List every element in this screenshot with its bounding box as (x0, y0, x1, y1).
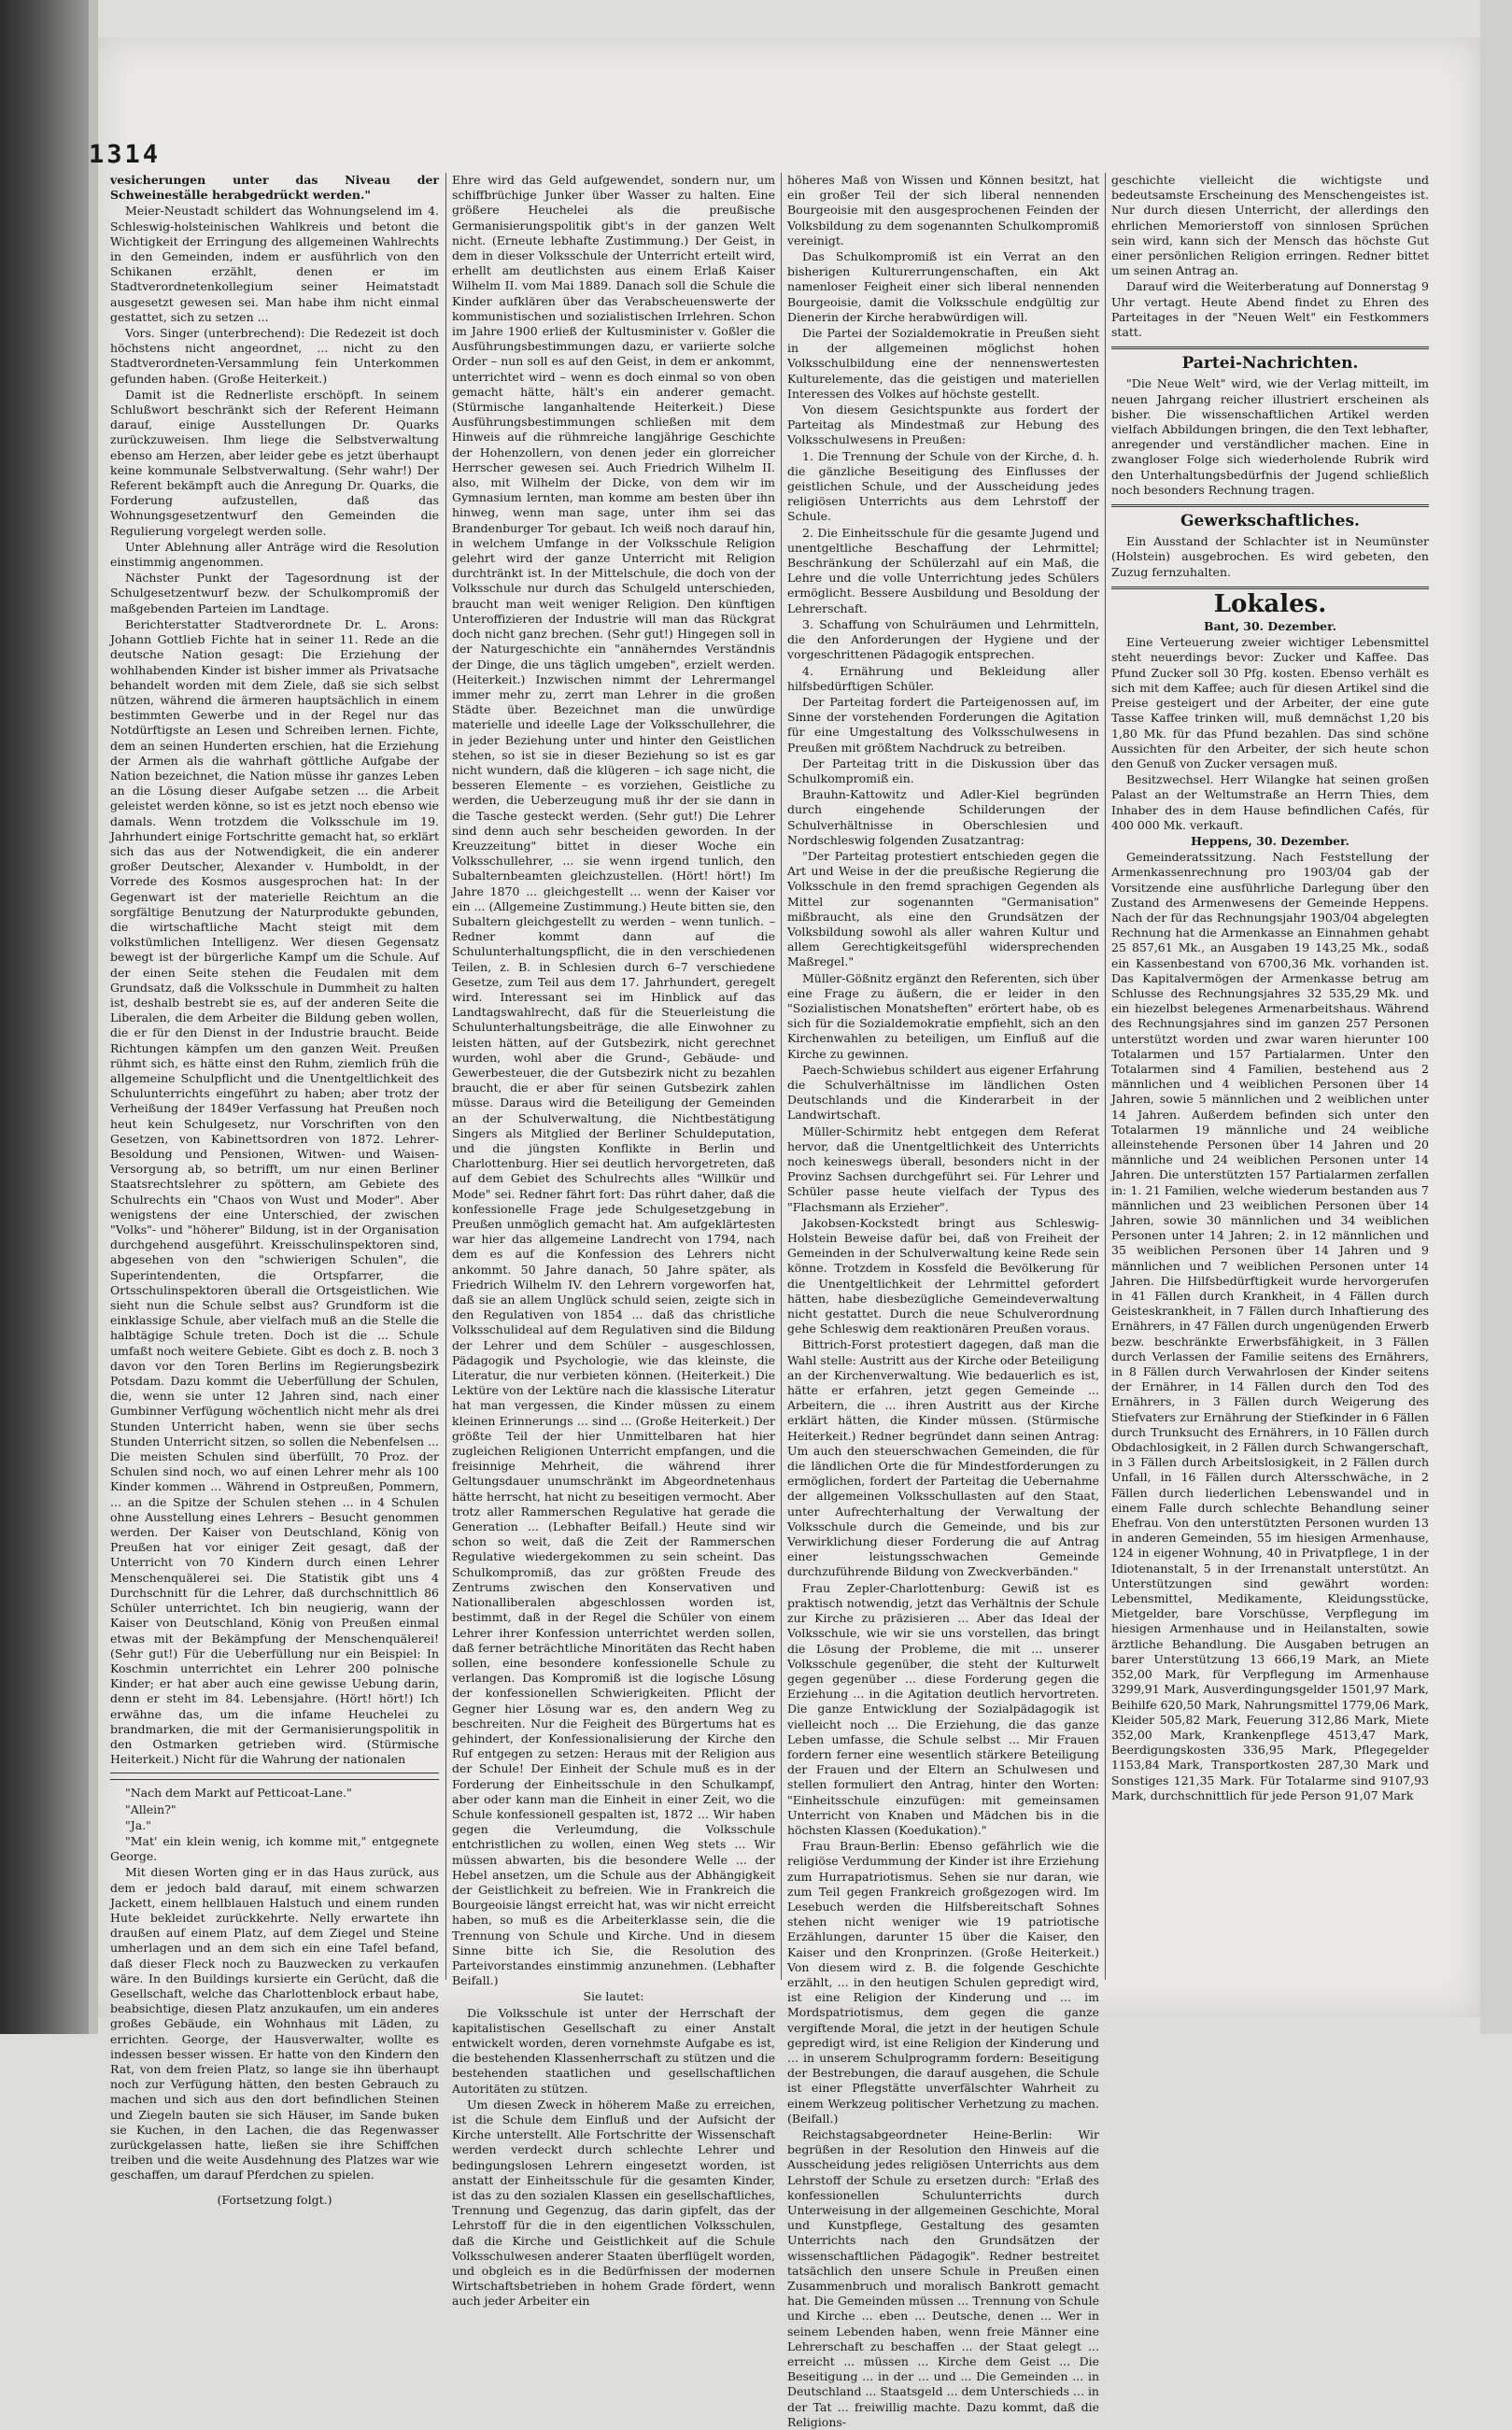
paragraph: 2. Die Einheitsschule für die gesamte Jugend und unentgeltliche Beschaffung der Lehrmittel; Beschränkung der Schülerzahl auf ein Maß, die Lehre und die volle Unterrichtung jedes Schülers ermöglicht. Bessere Ausbildung und Besoldung der Lehrerschaft. (787, 525, 1099, 615)
paragraph: "Der Parteitag protestiert entschieden gegen die Art und Weise in der die preußische Regierung die Volksschule in den fremd sprachigen Gegenden als Mittel zur sogenannten "Germanisation" mißbraucht, als eine den Grundsätzen der Volksbildung sowohl als aller wahren Kultur und allem Gerechtigkeitsgefühl widersprechenden Maßregel." (787, 848, 1099, 969)
section-heading-union-news: Gewerkschaftliches. (1180, 512, 1360, 531)
paragraph: Bittrich-Forst protestiert dagegen, daß man die Wahl stelle: Austritt aus der Kirche oder Beteiligung an der Kirchenverwaltung. Wie bedauerlich es ist, hätte er erfahren, jetzt gegen Gemeinde ... Arbeitern, die ... ihren Austritt aus der Kirche erklärt hätten, die Kinder müssen. (Stürmische Heiterkeit.) Redner begründet dann seinen Antrag: Um auch den steuerschwachen Gemeinden, die für die ländlichen Orte die für Mindestforderungen zu ermöglichen, fordert der Parteitag die Uebernahme der allgemeinen Volksschullasten auf den Staat, unter Aufrechterhaltung der Verwaltung der Volksschule durch die Gemeinde, und bis zur Verwirklichung dieser Forderung die auf Antrag einer leistungsschwachen Gemeinde durchzuführende Bildung von Zweckverbänden." (787, 1337, 1099, 1579)
paragraph: Von diesem Gesichtspunkte aus fordert der Parteitag als Mindestmaß zur Hebung des Volksschulwesens in Preußen: (787, 403, 1099, 447)
paragraph: Jakobsen-Kockstedt bringt aus Schleswig-Holstein Beweise dafür bei, daß von Freiheit der Gemeinden in der Schulverwaltung keine Rede sein könne. Trotzdem in Kossfeld die Bevölkerung für die Unentgeltlichkeit der Lehrmittel gefordert hätten, habe diesbezügliche Gemeindeverwaltung nicht gestattet. Durch die neue Schulverordnung gehe Schleswig dem reaktionären Preußen voraus. (787, 1215, 1099, 1336)
column-rule (1105, 173, 1106, 1980)
paragraph: Gemeinderatssitzung. Nach Feststellung der Armenkassenrechnung pro 1903/04 gab der Vorsitzende eine ausführliche Darlegung über den Zustand des Armenwesens der Gemeinde Heppens. Nach der für das Rechnungsjahr 1903/04 abgelegten Rechnung hat die Armenkasse an Einnahmen gehabt 25 857,61 Mk., an Ausgaben 19 143,25 Mk., sodaß ein Kassenbestand von 6700,36 Mk. vorhanden ist. Das Kapitalvermögen der Armenkasse betrug am Schlusse des Rechnungsjahres 32 535,29 Mk. und ein hiezelbst belegenes Armenarbeitshaus. Während des Rechnungsjahres sind im ganzen 257 Personen unterstützt worden und zwar waren hierunter 100 Totalarmen und 157 Partialarmen. Unter den Totalarmen sind 4 Familien, bestehend aus 2 männlichen und 4 weiblichen Personen über 14 Jahren, sowie 5 männlichen und 2 weiblichen unter 14 Jahren. Außerdem befinden sich unter den Totalarmen 19 männliche und 24 weibliche alleinstehende Personen über 14 Jahren und 20 männliche und 24 weiblichen Personen unter 14 Jahren. Die unterstützten 157 Partialarmen zerfallen in: 1. 21 Familien, welche wiederum bestanden aus 7 männlichen und 23 weiblichen Personen über 14 Jahren, sowie 30 männlichen und 34 weiblichen Personen unter 14 Jahren; 2. in 12 männlichen und 35 weiblichen Personen über 14 Jahren und 9 männlichen und 7 weiblichen Personen unter 14 Jahren. Die Hilfsbedürftigkeit wurde hervorgerufen in 41 Fällen durch Krankheit, in 4 Fällen durch Geisteskrankheit, in 7 Fällen durch Inhaftierung des Ernährers, in 47 Fällen durch ungenügenden Erwerb bezw. beschränkte Erwerbsfähigkeit, in 3 Fällen durch Verlassen der Familie seitens des Ernährers, in 8 Fällen durch Verwahrlosen der Kinder seitens der Ernährer, in 14 Fällen durch den Tod des Ernährers, in 3 Fällen durch Weigerung des Stiefvaters zur Ernährung der Stiefkinder in 6 Fällen durch Trunksucht des Ernährers, in 10 Fällen durch Obdachlosigkeit, in 2 Fällen durch Schwangerschaft, in 3 Fällen durch Arbeitslosigkeit, in 2 Fällen durch Unfall, in 16 Fällen durch Altersschwäche, in 2 Fällen durch liederlichen Lebenswandel und in einem Falle durch schlechte Behandlung seiner Ehefrau. Von den unterstützten Personen wurden 13 in anderen Gemeinden, 55 im hiesigen Armenhause, 124 in eigener Wohnung, 40 in Privatpflege, 1 in der Idiotenanstalt, 5 in der Irrenanstalt unterstützt. An Unterstützungen sind gewährt worden: Lebensmittel, Medikamente, Kleidungsstücke, Mietgelder, bare Vorschüsse, Verpflegung im hiesigen Armenhause und in Heilanstalten, sowie ärztliche Behandlung. Die Ausgaben betrugen an barer Unterstützung 13 666,19 Mark, an Miete 352,00 Mark, für Verpflegung im Armenhause 3299,91 Mark, Ausverdingungsgelder 1501,97 Mark, Beihilfe 620,50 Mark, Nahrungsmittel 1779,06 Mark, Kleider 505,82 Mark, Feuerung 312,86 Mark, Miete 352,00 Mark, Krankenpflege 4513,47 Mark, Beerdigungskosten 336,95 Mark, Pflegegelder 1153,84 Mark, Transportkosten 287,30 Mark und Sonstiges 121,35 Mark. Für Totalarme sind 9107,93 Mark, durchschnittlich für jede Person 91,07 Mark (1111, 850, 1429, 1802)
column-1 (110, 173, 439, 2207)
paragraph: Besitzwechsel. Herr Wilangke hat seinen großen Palast an der Weltumstraße an Herrn Thies, dem Inhaber des in dem Hause befindlichen Cafés, für 400 000 Mk. verkauft. (1111, 772, 1429, 832)
column-2 (452, 173, 775, 2309)
paragraph: Eine Verteuerung zweier wichtiger Lebensmittel steht neuerdings bevor: Zucker und Kaffee. Das Pfund Zucker soll 30 Pfg. kosten. Ebenso verhält es sich mit dem Kaffee; auch für diesen Artikel sind die Preise gesteigert und der Arbeiter, der eine gute Tasse Kaffee trinken will, muß demnächst 1,20 bis 1,80 Mk. für das Pfund bezahlen. Das sind schöne Aussichten für den Arbeiter, der sich heute schon den Genuß von Zucker versagen muß. (1111, 635, 1429, 770)
paragraph: Meier-Neustadt schildert das Wohnungselend im 4. Schleswig-holsteinischen Wahlkreis und betont die Wichtigkeit der Erringung des allgemeinen Wahlrechts in den Gemeinden, indem er ausführlich von den Schikanen erzählt, denen er im Stadtverordnetenkollegium seiner Heimatstadt ausgesetzt gewesen sei. Man habe ihm nicht einmal gestattet, sich zu setzen ... (110, 204, 439, 324)
divider (1111, 346, 1429, 349)
paragraph: "Die Neue Welt" wird, wie der Verlag mitteilt, im neuen Jahrgang reicher illustriert erscheinen als bisher. Die wissenschaftlichen Artikel werden vielfach Abbildungen bringen, die den Text lebhafter, anregender und verständlicher machen. Eine in zwangloser Folge sich wiederholende Rubrik wird den Unterhaltungsbedürfnis der Jugend schließlich noch besonders Rechnung tragen. (1111, 376, 1429, 497)
paragraph: geschichte vielleicht die wichtigste und bedeutsamste Erscheinung des Menschengeistes ist. Nur durch diesen Unterricht, der allerdings den ehrlichen Memorierstoff von sinnlosen Sprüchen sein wird, kann sich der Mensch das höchste Gut einer persönlichen Religion erringen. Redner bittet um seinen Antrag an. (1111, 173, 1429, 278)
paragraph: Ehre wird das Geld aufgewendet, sondern nur, um schiffbrüchige Junker über Wasser zu halten. Eine größere Heuchelei als die preußische Germanisierungspolitik gibt's in der ganzen Welt nicht. (Erneute lebhafte Zustimmung.) Der Geist, in dem in dieser Volksschule der Unterricht erteilt wird, erhellt am deutlichsten aus einem Erlaß Kaiser Wilhelm II. vom Mai 1889. Danach soll die Schule die Kinder aufklären über das Verabscheuenswerte der kommunistischen und sozialistischen Irrlehren. Schon im Jahre 1900 erließ der Kultusminister v. Goßler die Ausführungsbestimmungen dazu, er variierte solche Order – nun soll es auf den Geist, in dem er ankommt, unterrichtet wird – wenn es doch einmal so von oben gemacht hätte, hält's ein anderer gemacht. (Stürmische langanhaltende Heiterkeit.) Diese Ausführungsbestimmungen schließen mit dem Hinweis auf die rühmreiche langjährige Geschichte der Hohenzollern, von denen jeder ein glorreicher Herrscher gewesen sei. Auch Friedrich Wilhelm II. also, mit Wilhelm der Dicke, von dem wir im Gymnasium lernten, man komme am besten über ihn hinweg, wenn man sage, unter ihm sei das Brandenburger Tor gebaut. Ich weiß noch darauf hin, in welchem Umfange in der Volksschule Religion gelehrt wird der ganze Unterricht mit Religion durchtränkt ist. In der Mittelschule, die doch von der Volksschule nur durch das Schulgeld unterschieden, braucht man weit weniger Religion. Den künftigen Unteroffizieren der Industrie will man das Rückgrat doch nicht ganz brechen. (Sehr gut!) Hingegen soll in der Naturgeschichte ein "annäherndes Verständnis der Dinge, die uns täglich umgeben", erzielt werden. (Heiterkeit.) Inzwischen nimmt der Lehrermangel immer mehr zu, zerrt man Lehrer in die großen Städte über. Bezeichnet man die unwürdige materielle und ideelle Lage der Volksschullehrer, die in jeder Beziehung unter und hinter den Geistlichen stehen, so ist sie in dieser Beziehung so ist es gar nicht wundern, daß die klügeren – ich sage nicht, die besseren Elemente – es vorziehen, Geistliche zu werden, die Ueberzeugung muß ihr der sie dann in die Tasche gesteckt werden. (Sehr gut!) Die Lehrer sind denn auch sehr bescheiden geworden. In der Kreuzzeitung" bittet in dieser Woche ein Volksschullehrer, ... sie wenn irgend tunlich, den Subalternbeamten gleichzustellen. (Hört! hört!) Im Jahre 1870 ... gleichgestellt ... wenn der Kaiser vor ein ... (Allgemeine Zustimmung.) Heute bitten sie, den Subaltern gleichgestellt zu werden – wenn tunlich. – Redner kommt dann auf die Schulunterhaltungspflicht, die in den verschiedenen Teilen, z. B. in Schlesien durch 6–7 verschiedene Gesetze, zum Teil aus dem 17. Jahrhundert, geregelt wird. Interessant sei im Hinblick auf das Landtagswahlrecht, daß für die Steuerleistung die Schulunterhaltungsbeiträge, die alle Einwohner zu leisten hätten, auf der Gutsbezirk, nicht gerechnet wurden, wohl aber die Grund-, Gebäude- und Gewerbesteuer, die der Gutsbezirk nicht zu bezahlen braucht, die er aber für seinen Gutsbezirk zahlen müsse. Daraus wird die Beteiligung der Gemeinden an der Schulverwaltung, die Nichtbestätigung Singers als Mitglied der Berliner Schuldeputation, und die jüngsten Konflikte in Berlin und Charlottenburg. Hier sei deutlich hervorgetreten, daß auf dem Gebiet des Schulrechts alles "Willkür und Mode" sei. Redner fährt fort: Das rührt daher, daß die konfessionelle Frage jede Schulgesetzgebung in Preußen unmöglich gemacht hat. Am aufgeklärtesten war hier das allgemeine Landrecht von 1794, nach dem es auf die Konfession des Lehrers nicht ankommt. 50 Jahre danach, 50 Jahre später, als Friedrich Wilhelm IV. den Lehrern vorgeworfen hat, daß sie an allem Unglück schuld seien, zeigte sich in den Regulativen von 1854 ... daß das christliche Volksschulideal auf dem Regulativen sind die Bildung der Lehrer und dem Schüler – ausgeschlossen, Pädagogik und Psychologie, wie das kleinste, die Literatur, die nur verbieten können. (Heiterkeit.) Die Lektüre von der Lektüre nach die klassische Literatur hat man vergessen, die Kinder müssen zu einem kleinen Erinnerungs ... sind ... (Große Heiterkeit.) Der größte Teil der hier Unmittelbaren hat hier zugleichen Religionen Unterricht empfangen, und die freisinnige Mehrheit, die während ihrer Geltungsdauer unumschränkt im Abgeordnetenhaus hätte herrscht, hat nicht zu beseitigen vermocht. Aber trotz aller Rammerschen Regulative hat gerade die Generation ... (Lebhafter Beifall.) Heute sind wir schon so weit, daß die Zeit der Rammerschen Regulative wiedergekommen zu sein scheint. Das Schulkompromiß, das zur größten Freude des Zentrums zwischen den Konservativen und Nationalliberalen abgeschlossen worden ist, bestimmt, daß in der Regel die Schüler von einem Lehrer ihrer Konfession unterrichtet werden sollen, daß ferner beträchtliche Minoritäten das Recht haben sollen, eine besondere konfessionelle Schule zu verlangen. Das Kompromiß ist die logische Lösung der konfessionellen Schwierigkeiten. Pflicht der Gegner hier Lösung war es, den andern Weg zu beschreiten. Nur die Feigheit des Bürgertums hat es gehindert, der Konfessionalisierung der Kirche den Ruf entgegen zu setzen: Heraus mit der Religion aus der Schule! Der Einheit der Schule muß es in der Forderung der Einheitsschule in den Schulkampf, aber oder kann man die Einheit in einer Zeit, wo die Schule konfessionell gespalten ist, 1872 ... Wir haben gegen die Verleumdung, die Volksschule entchristlichen zu wollen, einen Weg stets ... Wir müssen abwarten, bis die besondere Welle ... der Hebel ansetzen, um die Schule aus der Abhängigkeit der Geistlichkeit zu befreien. Wie in Frankreich die Bourgeoisie längst erreicht hat, was wir nicht erreicht haben, so muß es die Arbeiterklasse sein, die die Trennung von Schule und Kirche. Und in diesem Sinne bitte ich Sie, die Resolution des Parteivorstandes einstimmig anzunehmen. (Lebhafter Beifall.) (452, 173, 775, 1988)
story-line: "Allein?" (125, 1801, 177, 1816)
divider (110, 1779, 439, 1780)
paragraph: Die Partei der Sozialdemokratie in Preußen sieht in der allgemeinen möglichst hohen Volksschulbildung eine der nennenswertesten Kulturelemente, das die geistigen und materiellen Interessen des Volkes auf höchste gestellt. (787, 326, 1099, 401)
story-line: Mit diesen Worten ging er in das Haus zurück, aus dem er jedoch bald darauf, mit einem schwarzen Jackett, einem hellblauen Halstuch und einem runden Hute bekleidet zurückkehrte. Nelly erwartete ihn draußen auf einem Platz, auf dem Ziegel und Steine umherlagen und an dem sich ein eine Tafel befand, daß dieser Fleck noch zu Bauzwecken zu verkaufen wäre. In den Buildings kursierte ein Gerücht, daß die Gesellschaft, welche das Charlottenblock erbaut habe, beabsichtige, diesen Platz anzukaufen, um ein anderes großes Gebäude, ein Wohnhaus mit Läden, zu errichten. George, der Hausverwalter, wollte es indessen besser wissen. Er hatte von den Kindern den Rat, von dem freien Platz, so lange sie ihn überhaupt noch zur Verfügung hätten, den besten Gebrauch zu machen und sich aus den dort befindlichen Steinen und Ziegeln bauten sie sich Häuser, im Sande buken sie Kuchen, in den Lachen, die das Regenwasser zurückgelassen hatte, ließen sie ihre Schiffchen treiben und die weite Ausdehnung des Platzes war wie geschaffen, um darauf Pferdchen zu spielen. (110, 1865, 439, 2183)
dateline: Heppens, 30. Dezember. (1191, 833, 1349, 848)
book-binding (0, 0, 89, 2034)
section-heading-party-news: Partei-Nachrichten. (1181, 354, 1359, 374)
paragraph: Der Parteitag tritt in die Diskussion über das Schulkompromiß ein. (787, 756, 1099, 785)
column-4 (1111, 173, 1429, 1980)
dateline: Bant, 30. Dezember. (1204, 619, 1336, 634)
resolution-text: Um diesen Zweck in höherem Maße zu erreichen, ist die Schule dem Einfluß und der Aufsicht der Kirche unterstellt. Alle Fortschritte der Wissenschaft werden verdeckt durch schlechte Lehrer und bedingungslosen Lehrern eingesetzt worden, ist anstatt der Einheitsschule für die gesamten Kinder, ist das zu den sozialen Klassen ein gesellschaftliches, Trennung und Gegenzug, das darin gipfelt, das der Lehrstoff für die in den eigentlichen Volksschulen, daß die Kirche und Geistlichkeit auf die Schule Volksschulwesen anderer Staaten überflügelt worden, und obgleich es in die Bedürfnissen der modernen Wirtschaftsbetrieben in hohem Grade fördert, wenn auch jeder Arbeiter ein (452, 2097, 775, 2309)
page-margin (1480, 0, 1512, 2034)
story-line: "Ja." (125, 1817, 151, 1832)
continued-note: (Fortsetzung folgt.) (217, 2192, 332, 2207)
paragraph: Nächster Punkt der Tagesordnung ist der Schulgesetzentwurf bezw. der Schulkompromiß der maßgebenden Parteien im Landtage. (110, 571, 439, 615)
column-3 (787, 173, 1099, 2429)
paragraph: Ein Ausstand der Schlachter ist in Neumünster (Holstein) ausgebrochen. Es wird gebeten, den Zuzug fernzuhalten. (1111, 534, 1429, 579)
divider (1111, 504, 1429, 507)
paragraph: Brauhn-Kattowitz und Adler-Kiel begründen durch eingehende Schilderungen der Schulverhältnisse in Oberschlesien und Nordschleswig folgenden Zusatzantrag: (787, 787, 1099, 847)
column-rule (445, 173, 446, 1980)
paragraph: 4. Ernährung und Bekleidung aller hilfsbedürftigen Schüler. (787, 663, 1099, 693)
paragraph: Frau Zepler-Charlottenburg: Gewiß ist es praktisch notwendig, jetzt das Verhältnis der Schule zur Kirche zu präzisieren ... Aber das Ideal der Volksschule, wie wir sie uns vorstellen, das bringt die Lösung der Probleme, die mit ... unserer Volksschule gegenüber, die steht der Kulturwelt gegen gegenüber ... diese Forderung gegen die Erziehung ... in die Agitation deutlich hervortreten. Die ganze Entwicklung der Sozialpädagogik ist vielleicht noch ... Die Erziehung, die das ganze Leben umfasse, die Schule selbst ... Mir Frauen fordern ferner eine wesentlich stärkere Beteiligung der Frauen und der Eltern an Schulwesen und stellen formuliert den Antrag, hinter den Worten: "Einheitsschule einzufügen: mit gemeinsamen Unterricht von Knaben und Mädchen bis in die höchsten Klassen (Koedukation)." (787, 1580, 1099, 1837)
paragraph: 3. Schaffung von Schulräumen und Lehrmitteln, die den Anforderungen der Hygiene und der vorgeschrittenen Pädagogik entsprechen. (787, 616, 1099, 662)
paragraph: Reichstagsabgeordneter Heine-Berlin: Wir begrüßen in der Resolution den Hinweis auf die Ausscheidung jedes religiösen Unterrichts aus dem Lehrstoff der Schule zu ersetzen durch: "Erlaß des konfessionellen Schulunterrichts durch Unterweisung in der allgemeinen Geschichte, Moral und Kunstpflege, Gestaltung des gesamten Unterrichts nach den Grundsätzen der wissenschaftlichen Pädagogik". Redner bestreitet tatsächlich den unsere Schule in Preußen einen Zusammenbruch und moralisch Bankrott gemacht hat. Die Gemeinden müssen ... Trennung von Schule und Kirche ... eben ... Deutsche, denen ... Wer in seinem Lebenden haben, wenn freie Männer eine Lehrerschaft zu beschaffen ... der Staat gelegt ... erreicht ... müssen ... Kirche dem Geist ... Die Beseitigung ... in der ... und ... Die Gemeinden ... in Deutschland ... Staatsgeld ... dem Unterschieds ... in der Tat ... freiwillig machte. Dazu kommt, daß die Religions- (787, 2127, 1099, 2429)
paragraph: Berichterstatter Stadtverordnete Dr. L. Arons: Johann Gottlieb Fichte hat in seiner 11. Rede an die deutsche Nation gesagt: Die Erziehung der wohlhabenden Kinder ist bisher immer als Privatsache behandelt worden mit dem Ziele, daß sie sich selbst nützen, während die ärmeren hauptsächlich in einem bestimmten Gewerbe und in der Regel nur das Notdürftigste an Lesen und Schreiben lernen. Fichte, dem an seinen Hunderten erschien, hat die Erziehung der Armen als die wahrhaft göttliche Aufgabe der Nation bezeichnet, die Nation müsse ihr ganzes Leben an die Lösung dieser Aufgabe setzen ... die Arbeit geleistet werden könne, so ist es jetzt noch ebenso wie damals. Wenn trotzdem die Volksschule im 19. Jahrhundert einige Fortschritte gemacht hat, so erklärt sich das aus der Notwendigkeit, die ein anderer großer Deutscher, Alexander v. Humboldt, in der Vorrede des Kosmos ausgesprochen hat: In der Gegenwart ist der materielle Reichtum an die sorgfältige Benutzung der Naturprodukte gebunden, die wirtschaftliche Macht steigt mit dem volkstümlichen Intelligenz. Wer diesen Gegensatz bewegt ist der bürgerliche Kampf um die Schule. Auf der einen Seite stehen die Feudalen mit dem Grundsatz, daß die Volksschule in Dummheit zu halten ist, deshalb bestrebt sie es, auf der anderen Seite die Liberalen, die dem Arbeiter die Bildung geben wollen, die er für den Dienst in der Industrie braucht. Beide Richtungen kämpfen um den ganzen Weit. Preußen rühmt sich, es hätte einst den Ruhm, ziemlich früh die allgemeine Schulpflicht und die Unentgeltlichkeit des Schulunterrichts eingeführt zu haben; aber trotz der Verheißung der 1849er Verfassung hat Preußen noch heut kein Schulgesetz, nur Vorschriften von den Gesetzen, von Kabinettsordren von 1872. Lehrer-Besoldung und Pensionen, Witwen- und Waisen-Versorgung ab, so betrifft, um nur einen Berliner Staatsrechtslehrer zu spöttern, am Gebiete des Schulrechts ein "Chaos von Wust und Moder". Aber wenigstens der eine Unterschied, der zwischen "Volks"- und "höherer" Bildung, ist in der Organisation durchgehend ausgeführt. Kreisschulinspektoren sind, abgesehen von den "schwierigen Schulen", die Superintendenten, die Ortspfarrer, die Ortsschulinspektoren überall die Ortsgeistlichen. Wie sieht nun die Schule selbst aus? Grundform ist die einklassige Schule, aber vielfach muß an die Stelle die halbtägige Schule treten. Doch ist die ... Schule umfaßt noch weitere Gebiete. Gibt es doch z. B. noch 3 davon vor den Toren Berlins im Regierungsbezirk Potsdam. Dazu kommt die Ueberfüllung der Schulen, die, wenn sie unter 12 Jahren sind, nach einer Gumbinner Verfügung wöchentlich nicht mehr als drei Stunden Unterricht haben, wenn sie über sechs Stunden Unterricht sitzen, so sollen die Nebenfelsen ... Die meisten Schulen sind überfüllt, 70 Proz. der Schulen sind noch, wo auf einen Lehrer mehr als 100 Kinder kommen ... Während in Ostpreußen, Pommern, ... an die Spitze der Schulen stehen ... in 4 Schulen ohne Ausstellung eines Lehrers – Besucht genommen werden. Der Kaiser von Deutschland, König von Preußen hat vor einiger Zeit gesagt, daß der Unterricht von 70 Kindern durch einen Lehrer Menschenquälerei sei. Die Statistik gibt uns 4 Durchschnitt für die Lehrer, daß durchschnittlich 86 Schüler unterrichtet. Ich bin neugierig, wann der Kaiser von Deutschland, König von Preußen einmal etwas mit der Bekämpfung der Menschenquälerei! (Sehr gut!) Für die Ueberfüllung nur ein Beispiel: In Koschmin unterrichtet ein Lehrer 200 polnische Kinder; er hat aber auch eine gewisse Uebung darin, denn er steht im 84. Lebensjahre. (Hört! hört!) Ich erwähne das, um die infame Heuchelei zu brandmarken, die mit der Germanisierungspolitik in den Ostmarken getrieben wird. (Stürmische Heiterkeit.) Nicht für die Wahrung der nationalen (110, 616, 439, 1767)
paragraph: Das Schulkompromiß ist ein Verrat an den bisherigen Kulturerrungenschaften, ein Akt namenloser Feigheit einer sich liberal nennenden Bourgeoisie, damit die Volksschule endgültig zur Dienerin der Kirche herabwürdigen will. (787, 249, 1099, 324)
paragraph: Darauf wird die Weiterberatung auf Donnerstag 9 Uhr vertagt. Heute Abend findet zu Ehren des Parteitages in der "Neuen Welt" ein Festkommers statt. (1111, 279, 1429, 340)
paragraph: 1. Die Trennung der Schule von der Kirche, d. h. die gänzliche Beseitigung des Einflusses der geistlichen Schule, und der Ausscheidung jedes religiösen Unterrichts aus dem Lehrstoff der Schule. (787, 448, 1099, 524)
paragraph: Müller-Schirmitz hebt entgegen dem Referat hervor, daß die Unentgeltlichkeit des Unterrichts noch keineswegs überall, besonders nicht in der Provinz Sachsen durchgeführt sei. Für Lehrer und Schüler passe heute vielfach der Typus des "Flachsmann als Erzieher". (787, 1123, 1099, 1214)
column-rule (781, 173, 782, 1980)
paragraph: vesicherungen unter das Niveau der Schweineställe herabgedrückt werden." (110, 173, 439, 203)
story-line: "Nach dem Markt auf Petticoat-Lane." (125, 1786, 352, 1801)
section-heading-local: Lokales. (1213, 589, 1327, 618)
paragraph: Der Parteitag fordert die Parteigenossen auf, im Sinne der vorstehenden Forderungen die Agitation für eine Umgestaltung des Volksschulwesens in Preußen mit größtem Nachdruck zu betreiben. (787, 694, 1099, 755)
paragraph: Sie lautet: (583, 1989, 644, 2004)
divider (1111, 586, 1429, 589)
page-number: 1314 (89, 140, 162, 169)
paragraph: Unter Ablehnung aller Anträge wird die Resolution einstimmig angenommen. (110, 539, 439, 570)
paragraph: Paech-Schwiebus schildert aus eigener Erfahrung die Schulverhältnisse im ländlichen Osten Deutschlands und die Kinderarbeit in der Landwirtschaft. (787, 1062, 1099, 1123)
paragraph: höheres Maß von Wissen und Können besitzt, hat ein großer Teil der sich liberal nennenden Bourgeoisie mit den ausgesprochenen Feinden der Volksbildung zu dem sogenannten Schulkompromiß vereinigt. (787, 173, 1099, 247)
paragraph: Müller-Gößnitz ergänzt den Referenten, sich über eine Frage zu äußern, die er leider in den "Sozialistischen Monatsheften" erörtert habe, ob es sich für die Sozialdemokratie empfiehlt, sich an den Kirchenwahlen zu beteiligen, um Einfluß auf die Kirche zu gewinnen. (787, 970, 1099, 1061)
paragraph: Frau Braun-Berlin: Ebenso gefährlich wie die religiöse Verdummung der Kinder ist ihre Erziehung zum Hurrapatriotismus. Sehen sie nur daran, wie zum Teil gegen Frankreich großgezogen wird. Im Lesebuch werden die Hilfsbereitschaft Sohnes stehen nicht weniger wie 19 patriotische Erzählungen, darunter 15 über die Kaiser, den Kaiser und den Kronprinzen. (Große Heiterkeit.) Von diesem wird z. B. die folgende Geschichte erzählt, ... in den heutigen Schulen gepredigt wird, ist eine Religion der Kinderung und ... im Mordspatriotismus, dem gegen die ganze vergiftende Moral, die jetzt in der heutigen Schule gepredigt wird, ist eine Religion der Kinderung und ... in unserem Schulprogramm fordern: Beseitigung der Bestrebungen, die darauf ausgehen, die Schule ist einer Pflegstätte unverfälschter Wahrheit zu einem Werkzeug politischer Verhetzung zu machen. (Beifall.) (787, 1839, 1099, 2126)
paragraph: Damit ist die Rednerliste erschöpft. In seinem Schlußwort beschränkt sich der Referent Heimann darauf, einige Ausstellungen Dr. Quarks zurückzuweisen. Ihm liege die Selbstverwaltung ebenso am Herzen, aber leider gebe es jetzt überhaupt keine kommunale Selbstverwaltung. (Sehr wahr!) Der Referent bekämpft auch die Anregung Dr. Quarks, die Forderung aufzustellen, daß das Wohnungsgesetzentwurf den Gemeinden die Regulierung vorgelegt werden solle. (110, 387, 439, 538)
story-line: "Mat' ein klein wenig, ich komme mit," entgegnete George. (110, 1833, 439, 1864)
resolution-text: Die Volksschule ist unter der Herrschaft der kapitalistischen Gesellschaft zu einer Anstalt entwickelt worden, deren vornehmste Aufgabe es ist, die bestehenden Klassenherrschaft zu stützen und die bestehenden staatlichen und gesellschaftlichen Autoritäten zu stützen. (452, 2005, 775, 2096)
binding-edge (89, 0, 98, 2034)
paragraph: Vors. Singer (unterbrechend): Die Redezeit ist doch höchstens nicht angeordnet, ... nicht zu den Stadtverordneten-Versammlung fein Unterkommen gefunden haben. (Große Heiterkeit.) (110, 326, 439, 386)
